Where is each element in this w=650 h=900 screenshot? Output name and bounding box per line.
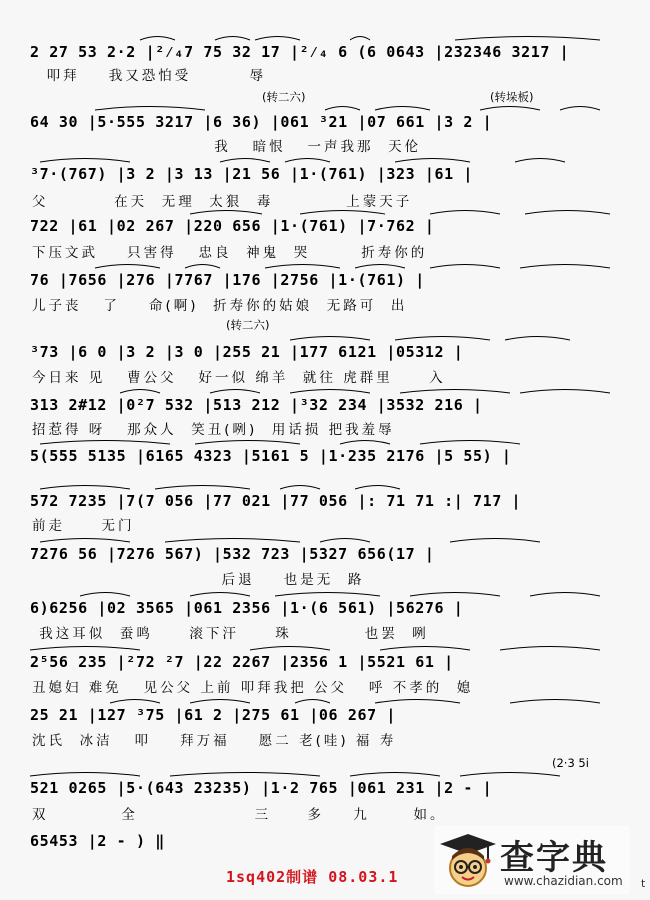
slur-arc [40, 159, 130, 163]
slur-arc [515, 159, 565, 163]
slur-arc [155, 486, 250, 490]
slur-arc [455, 37, 600, 41]
slur-arc [165, 539, 300, 543]
lyric-line: 前走 无门 [32, 518, 135, 534]
slur-arc [95, 265, 160, 269]
slur-arc [350, 773, 440, 777]
slur-arc [380, 647, 470, 651]
slur-arc [500, 647, 600, 651]
trailing-char: t [641, 877, 646, 890]
slur-arc [395, 159, 470, 163]
lyric-line: 招惹得 呀 那众人 笑丑(咧) 用话损 把我羞辱 [32, 422, 395, 438]
slur-arc [510, 700, 600, 704]
slur-arc [290, 337, 370, 341]
slur-arc [95, 107, 205, 111]
lyric-line: 沈氏 冰洁 叩 拜万福 愿二 老(哇) 福 寿 [32, 733, 397, 749]
annotation: (转二六) [262, 90, 306, 104]
slur-arc [190, 700, 250, 704]
slur-arc [190, 593, 250, 597]
notation-line: ³73 |6 0 |3 2 |3 0 |255 21 |177 6121 |05312 | [30, 343, 464, 361]
lyric-line: 双 全 三 多 九 如。 [32, 807, 447, 823]
notation-line: 65453 |2 - ) ‖ [30, 832, 165, 850]
notation-line: 2⁵56 235 |²72 ²7 |22 2267 |2356 1 |5521 61 | [30, 653, 454, 671]
annotation: (2·3 5i [552, 756, 589, 770]
lyric-line: 叩拜 我又恐怕受 辱 [32, 68, 267, 84]
slur-arc [420, 441, 520, 445]
slur-arc [40, 539, 130, 543]
logo-url: www.chazidian.com [504, 874, 623, 888]
lyric-line: 后退 也是无 路 [32, 572, 365, 588]
slur-arc [505, 337, 570, 341]
notation-line: 521 0265 |5·(643 23235) |1·2 765 |061 231 |2 - | [30, 779, 493, 797]
slur-arc [40, 486, 130, 490]
slur-arc [520, 265, 610, 269]
slur-arc [275, 593, 380, 597]
slur-arc [250, 647, 330, 651]
notation-line: 76 |7656 |276 |7767 |176 |2756 |1·(761) | [30, 271, 425, 289]
slur-arc [430, 265, 500, 269]
slur-arc [355, 265, 405, 269]
slur-arc [300, 211, 385, 215]
slur-arc [450, 539, 540, 543]
slur-arc [395, 337, 490, 341]
slur-arc [530, 593, 600, 597]
lyric-line: 我 暗恨 一声我那 天伦 [32, 139, 422, 155]
slur-arc [280, 486, 320, 490]
lyric-line: 下压文武 只害得 忠良 神鬼 哭 折寿你的 [32, 245, 428, 261]
slur-arc [30, 773, 140, 777]
slur-arc [30, 647, 140, 651]
slur-arc [110, 700, 160, 704]
lyric-line: 我这耳似 蚕鸣 滚下汗 珠 也罢 咧 [32, 626, 429, 642]
slur-arc [170, 773, 320, 777]
lyric-line: 父 在天 无理 太狠 毒 上蒙天子 [32, 194, 413, 210]
notation-line: 6)6256 |02 3565 |061 2356 |1·(6 561) |56276 | [30, 599, 464, 617]
slur-arc [185, 265, 220, 269]
slur-arc [140, 37, 175, 41]
slur-arc [295, 700, 330, 704]
slur-arc [210, 390, 260, 394]
notation-line: 722 |61 |02 267 |220 656 |1·(761) |7·762 | [30, 217, 435, 235]
slur-arc [350, 37, 370, 41]
slur-arc [265, 265, 340, 269]
slur-arc [560, 107, 600, 111]
slur-arc [80, 593, 130, 597]
slur-arc [220, 159, 270, 163]
slur-arc [340, 441, 390, 445]
lyric-line: 今日来 见 曹公父 好一似 绵羊 就往 虎群里 入 [32, 370, 446, 386]
slur-arc [215, 37, 250, 41]
slur-arc [325, 107, 360, 111]
transcriber-credit: 1sq402制谱 08.03.1 [226, 868, 399, 886]
slur-arc [460, 773, 560, 777]
notation-line: 2 27 53 2·2 |²⁄₄7 75 32 17 |²⁄₄ 6 (6 0643 |232346 3217 | [30, 43, 570, 61]
slur-arc [400, 390, 510, 394]
notation-line: 5(555 5135 |6165 4323 |5161 5 |1·235 2176 |5 55) | [30, 447, 512, 465]
slur-arc [355, 486, 400, 490]
notation-line: 25 21 |127 ³75 |61 2 |275 61 |06 267 | [30, 706, 396, 724]
slur-arc [375, 700, 460, 704]
slur-arc [195, 441, 300, 445]
lyric-line: 儿子丧 了 命(啊) 折寿你的姑娘 无路可 出 [32, 298, 408, 314]
slur-arc [120, 390, 160, 394]
slur-arc [320, 539, 370, 543]
slur-arc [410, 593, 500, 597]
slur-arc [190, 211, 262, 215]
slur-arc [255, 37, 300, 41]
slur-arc [40, 441, 170, 445]
notation-line: ³7·(767) |3 2 |3 13 |21 56 |1·(761) |323 |61 | [30, 165, 474, 183]
notation-line: 313 2#12 |0²7 532 |513 212 |³32 234 |3532 216 | [30, 396, 483, 414]
notation-line: 572 7235 |7(7 056 |77 021 |77 056 |: 71 71 :| 717 | [30, 492, 522, 510]
notation-line: 64 30 |5·555 3217 |6 36) |061 ³21 |07 661 |3 2 | [30, 113, 493, 131]
slur-arc [430, 211, 500, 215]
annotation: (转二六) [226, 318, 270, 332]
lyric-line: 丑媳妇 难免 见公父 上前 叩拜我把 公父 呼 不孝的 媳 [32, 680, 474, 696]
slur-arc [480, 107, 540, 111]
notation-line: 7276 56 |7276 567) |532 723 |5327 656(17 | [30, 545, 435, 563]
logo-text: 查字典 [500, 838, 608, 878]
annotation: (转垛板) [490, 90, 534, 104]
slur-arc [520, 390, 610, 394]
slur-arc [285, 159, 330, 163]
slur-arc [290, 390, 370, 394]
slur-arc [525, 211, 610, 215]
slur-arc [375, 107, 430, 111]
